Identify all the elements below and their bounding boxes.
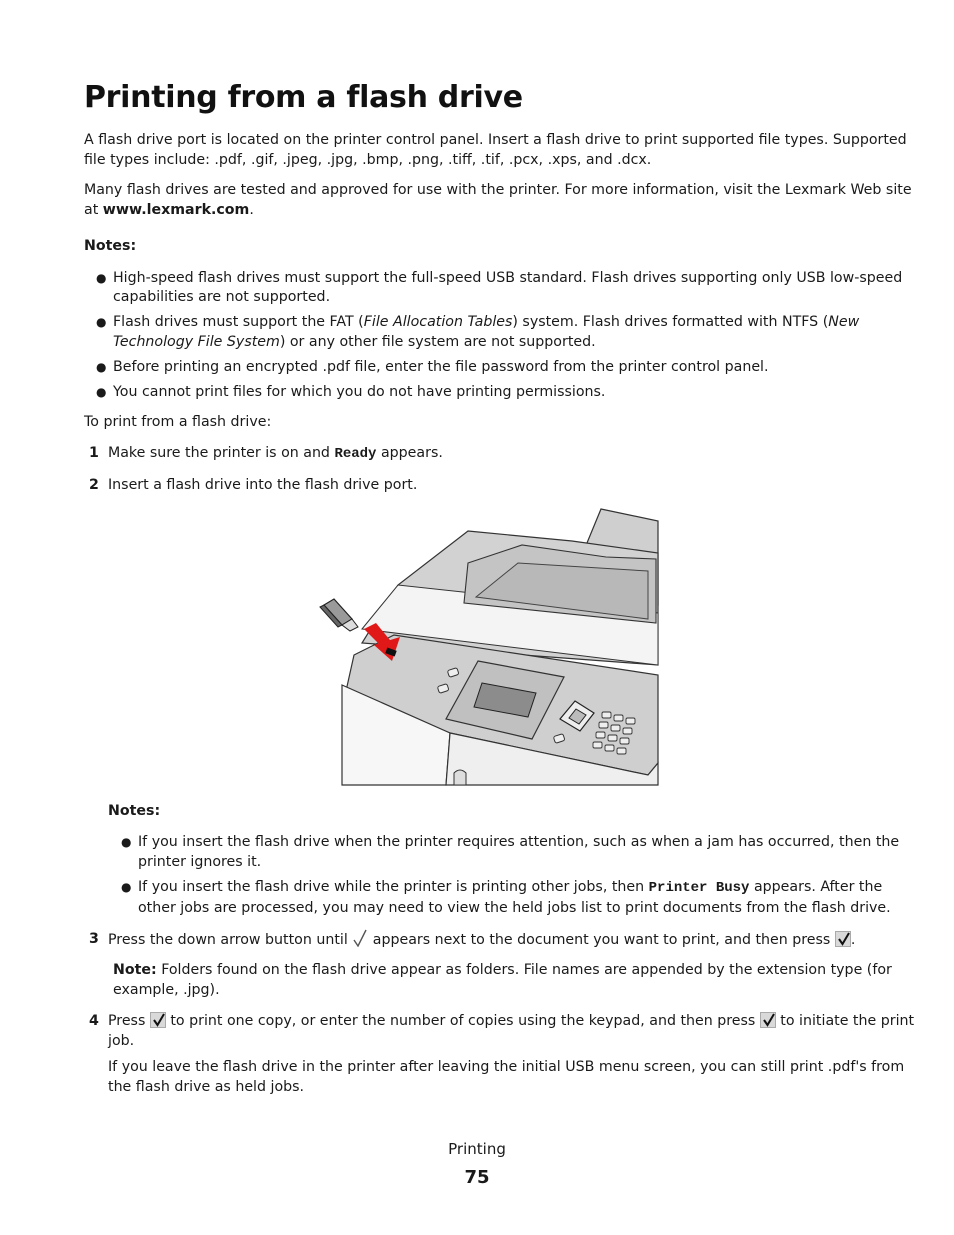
step-1-text-a: Make sure the printer is on and: [108, 445, 335, 461]
ready-message: Ready: [334, 446, 377, 462]
note2-2-line-2: other jobs are processed, you may need to view the held jobs list to print documents from the flash drive.: [138, 900, 891, 916]
note2-1-line-1: If you insert the flash drive when the printer requires attention, such as when a jam has occurred, then the: [138, 834, 900, 850]
select-button-icon: [835, 931, 851, 947]
step-3: [108, 929, 855, 950]
step-1-number: 1: [89, 445, 99, 461]
step-1-text-b: appears.: [376, 445, 443, 461]
para2-at: at: [84, 202, 103, 218]
step-4-para-line-2: the flash drive as held jobs.: [108, 1079, 305, 1095]
step-3-text-a: Press the down arrow button until: [108, 932, 353, 948]
note-3: Before printing an encrypted .pdf file, enter the file password from the printer control panel.: [113, 359, 769, 375]
step-2-number: 2: [89, 477, 99, 493]
select-button-icon: [760, 1012, 776, 1028]
note2-1-line-2: printer ignores it.: [138, 854, 262, 870]
para2-end: .: [249, 202, 254, 218]
step-3-text-c: .: [850, 932, 856, 948]
note-label: Note:: [113, 962, 157, 978]
step-4-text-a: Press: [108, 1013, 150, 1029]
bullet-icon: ●: [121, 880, 132, 894]
step-2: Insert a flash drive into the flash drive port.: [108, 477, 418, 493]
step-1: [108, 443, 443, 464]
note2-2-text-a: If you insert the flash drive while the printer is printing other jobs, then: [138, 879, 649, 895]
note-2-fat: File Allocation Tables: [363, 314, 513, 330]
printer-flash-drive-illustration: [318, 505, 660, 787]
lexmark-link[interactable]: www.lexmark.com: [102, 202, 250, 218]
note-1-line-2: capabilities are not supported.: [113, 289, 331, 305]
bullet-icon: ●: [121, 835, 132, 849]
note2-2-text-b: appears. After the: [749, 879, 883, 895]
step-4-line-1: [108, 1011, 914, 1031]
bullet-icon: ●: [96, 271, 107, 285]
select-button-icon: [150, 1012, 166, 1028]
note-2-line-1: [113, 312, 859, 332]
intro-line-2: file types include: .pdf, .gif, .jpeg, .jpg, .bmp, .png, .tiff, .tif, .pcx, .xps, and .dcx.: [84, 152, 652, 168]
note-2-text-c: ) or any other file system are not supported.: [279, 334, 596, 350]
note-3-line-2: example, .jpg).: [113, 982, 220, 998]
bullet-icon: ●: [96, 360, 107, 374]
printer-busy-message: Printer Busy: [648, 880, 750, 896]
intro-line-1: A flash drive port is located on the printer control panel. Insert a flash drive to print supported file types. Supported: [84, 132, 907, 148]
para2-line-1: Many flash drives are tested and approved for use with the printer. For more information, visit the Lexmark Web site: [84, 182, 912, 198]
bullet-icon: ●: [96, 385, 107, 399]
note-3-line-1: [113, 960, 892, 980]
note-3-text: Folders found on the flash drive appear as folders. File names are appended by the extension type (for: [156, 962, 892, 978]
note-2-new: New: [828, 314, 860, 330]
footer-section: Printing: [448, 1140, 506, 1158]
page-title: Printing from a flash drive: [84, 80, 523, 115]
bullet-icon: ●: [96, 315, 107, 329]
step-3-number: 3: [89, 931, 99, 947]
para2-line-2: [84, 200, 254, 220]
note-2-text-a: Flash drives must support the FAT (: [113, 314, 364, 330]
note-2-text-b: ) system. Flash drives formatted with NTFS (: [512, 314, 829, 330]
notes-2-heading: Notes:: [108, 803, 161, 819]
page-number: 75: [464, 1167, 490, 1188]
note2-2-line-1: [138, 877, 882, 898]
note-2-ntfs: Technology File System: [113, 334, 280, 350]
step-4-para-line-1: If you leave the flash drive in the printer after leaving the initial USB menu screen, you can still print .pdf's from: [108, 1059, 905, 1075]
note-4: You cannot print files for which you do not have printing permissions.: [113, 384, 606, 400]
step-4-text-b: to print one copy, or enter the number of copies using the keypad, and then press: [165, 1013, 760, 1029]
note-1-line-1: High-speed flash drives must support the full-speed USB standard. Flash drives supporting only USB low-speed: [113, 270, 903, 286]
step-4-text-c: to initiate the print: [775, 1013, 915, 1029]
to-print-intro: To print from a flash drive:: [84, 414, 272, 430]
notes-heading: Notes:: [84, 238, 137, 254]
note-2-line-2: [113, 332, 596, 352]
step-4-line-2: job.: [108, 1033, 135, 1049]
step-4-number: 4: [89, 1013, 99, 1029]
step-3-text-b: appears next to the document you want to print, and then press: [368, 932, 835, 948]
check-icon: [352, 929, 368, 947]
